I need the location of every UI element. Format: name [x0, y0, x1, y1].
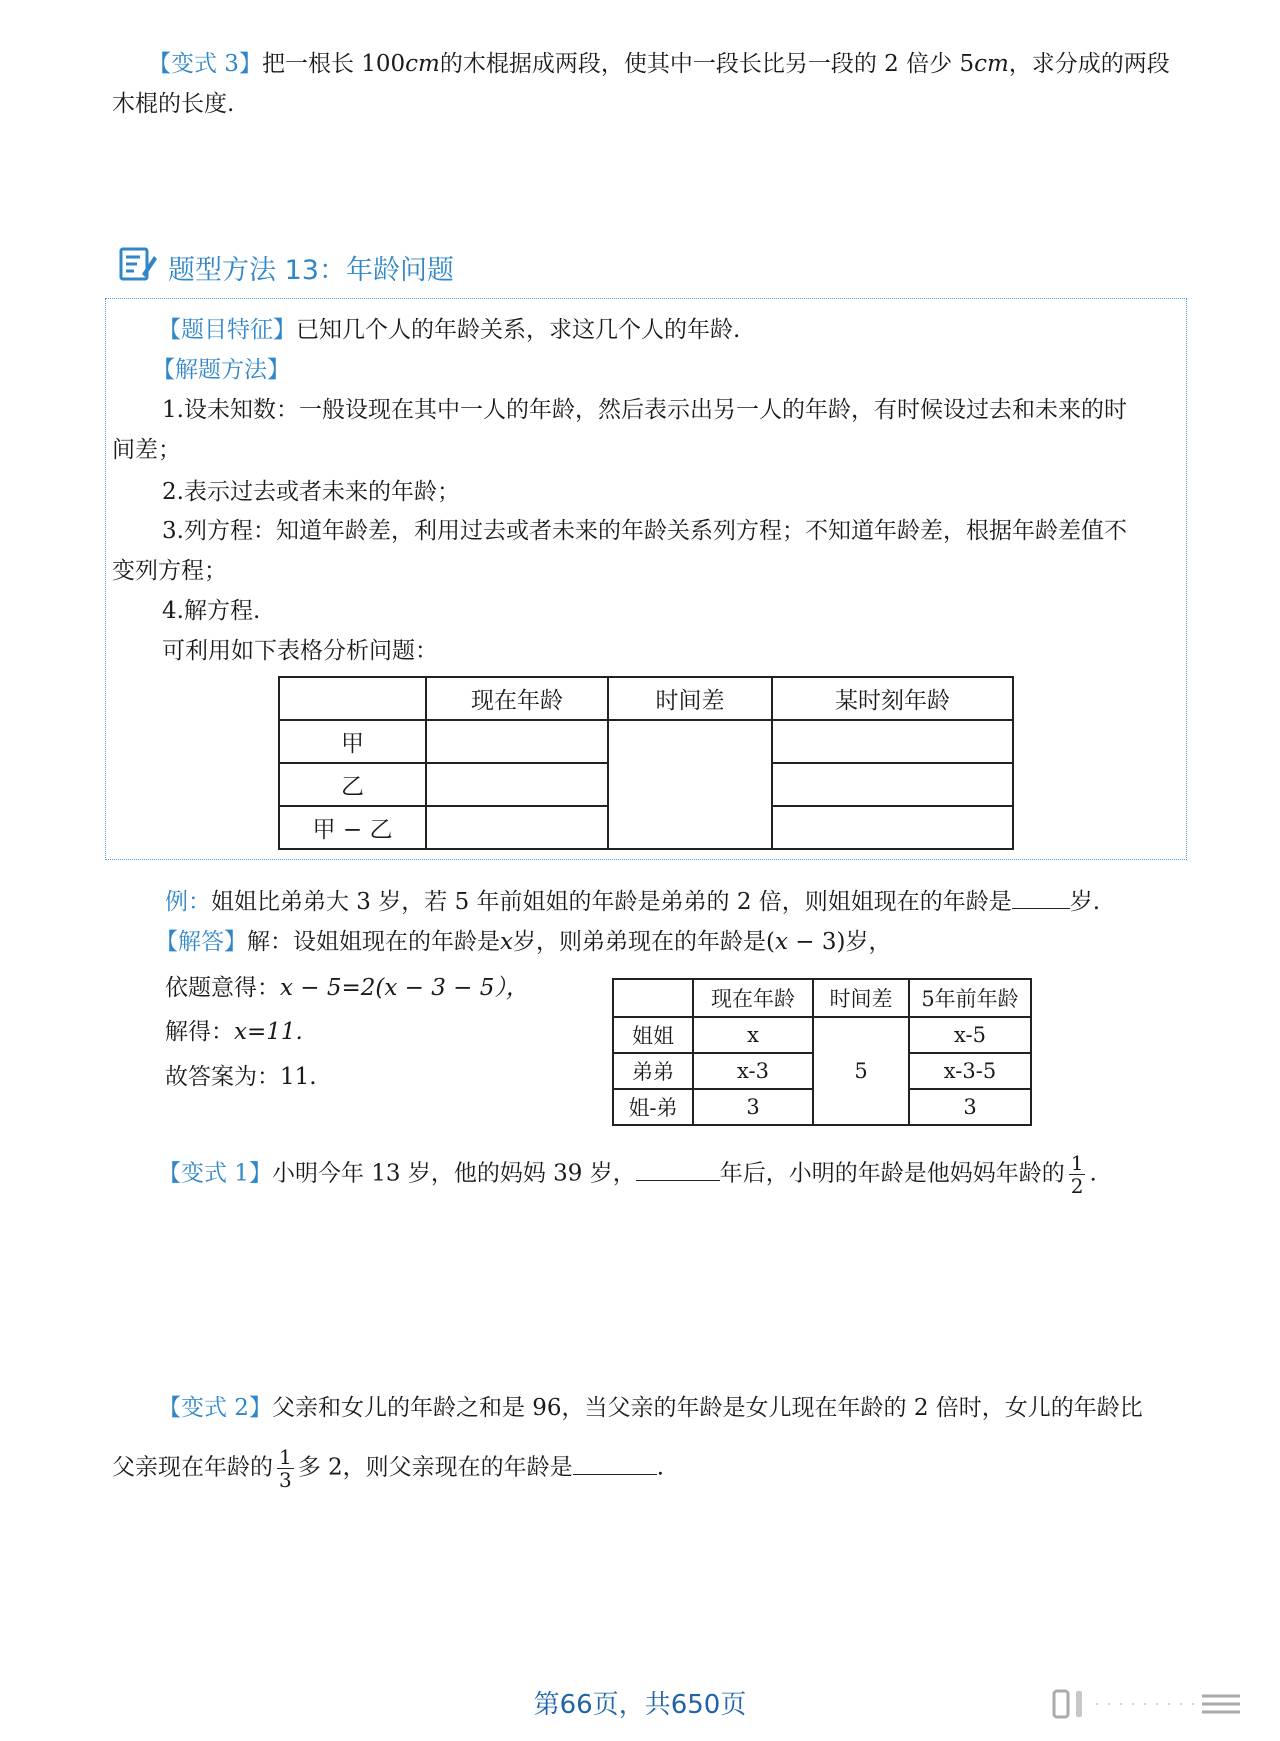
- example-row-past: 3: [909, 1089, 1031, 1125]
- analysis-row-label: 甲 − 乙: [279, 806, 426, 849]
- example-equation: 依题意得：x − 5=2(x − 3 − 5），: [165, 975, 529, 1001]
- example-question: 例：姐姐比弟弟大 3 岁，若 5 年前姐姐的年龄是弟弟的 2 倍，则姐姐现在的年龄是 岁.: [165, 882, 1100, 922]
- page-list-icon[interactable]: [1052, 1688, 1247, 1722]
- example-row-past: x-5: [909, 1017, 1031, 1053]
- example-row-name: 弟弟: [613, 1053, 693, 1089]
- example-header-diff: 时间差: [813, 979, 909, 1017]
- example-row-now: x: [693, 1017, 813, 1053]
- variant2-tag: 【变式 2】: [158, 1395, 272, 1421]
- example-header-now: 现在年龄: [693, 979, 813, 1017]
- analysis-cell: [426, 763, 608, 806]
- example-header-blank: [613, 979, 693, 1017]
- example-final: 故答案为：11.: [165, 1064, 317, 1090]
- example-diff-cell: 5: [813, 1017, 909, 1125]
- variant3-line2: 木棍的长度.: [112, 91, 235, 117]
- step1-line1: 1.设未知数：一般设现在其中一人的年龄，然后表示出另一人的年龄，有时候设过去和未来的时: [162, 397, 1127, 423]
- example-tag: 例：: [165, 889, 211, 915]
- table-intro: 可利用如下表格分析问题：: [162, 638, 438, 664]
- step3-line1: 3.列方程：知道年龄差，利用过去或者未来的年龄关系列方程；不知道年龄差，根据年龄差值不: [162, 518, 1127, 544]
- variant1-blank: [636, 1158, 720, 1181]
- analysis-table: [278, 676, 1014, 850]
- variant1-tag: 【变式 1】: [158, 1160, 272, 1187]
- approach-tag: 【解题方法】: [152, 357, 290, 383]
- example-row-now: 3: [693, 1089, 813, 1125]
- example-row-now: x-3: [693, 1053, 813, 1089]
- page-indicator: 第66页，共650页: [533, 1690, 747, 1720]
- analysis-header-blank: [279, 677, 426, 720]
- analysis-header-diff: 时间差: [608, 677, 772, 720]
- example-table: [612, 978, 1032, 1126]
- analysis-cell: [772, 720, 1013, 763]
- analysis-header-now: 现在年龄: [426, 677, 608, 720]
- variant2-fraction: $\frac{1}{3}$: [279, 1445, 292, 1492]
- analysis-header-moment: 某时刻年龄: [772, 677, 1013, 720]
- section-title: 题型方法 13：年龄问题: [168, 255, 454, 286]
- example-row-past: x-3-5: [909, 1053, 1031, 1089]
- analysis-cell: [426, 720, 608, 763]
- example-header-past: 5年前年龄: [909, 979, 1031, 1017]
- step4-line: 4.解方程.: [162, 598, 261, 624]
- note-edit-icon: [118, 244, 158, 284]
- analysis-row-label: 乙: [279, 763, 426, 806]
- analysis-cell: [426, 806, 608, 849]
- analysis-diff-cell: [608, 720, 772, 849]
- example-blank: [1012, 886, 1070, 909]
- variant2-line1: 【变式 2】父亲和女儿的年龄之和是 96，当父亲的年龄是女儿现在年龄的 2 倍时，女儿的年龄比: [158, 1395, 1143, 1421]
- feature-line: 【题目特征】已知几个人的年龄关系，求这几个人的年龄.: [158, 317, 741, 343]
- example-row-name: 姐姐: [613, 1017, 693, 1053]
- example-solve: 解得：x=11.: [165, 1019, 303, 1045]
- variant3-question: [148, 44, 1188, 84]
- analysis-row-label: 甲: [279, 720, 426, 763]
- example-row-name: 姐-弟: [613, 1089, 693, 1125]
- variant3-tag: 【变式 3】: [148, 51, 262, 77]
- analysis-cell: [772, 806, 1013, 849]
- variant2-line2: 父亲现在年龄的 $\frac{1}{3}$ 多 2，则父亲现在的年龄是 .: [112, 1445, 664, 1492]
- variant1-question: 【变式 1】小明今年 13 岁，他的妈妈 39 岁， 年后，小明的年龄是他妈妈年龄的 $\frac{1}{2}$ .: [158, 1151, 1097, 1198]
- variant2-blank: [573, 1452, 657, 1475]
- step1-line2: 间差；: [112, 437, 181, 463]
- step3-line2: 变列方程；: [112, 558, 227, 584]
- analysis-cell: [772, 763, 1013, 806]
- variant1-fraction: $\frac{1}{2}$: [1070, 1151, 1084, 1198]
- example-answer: 【解答】解：设姐姐现在的年龄是x岁，则弟弟现在的年龄是(x − 3)岁，: [155, 929, 892, 955]
- variant3-line1: 【变式 3】把一根长 100cm的木棍据成两段，使其中一段长比另一段的 2 倍少 5cm，求分成的两段: [148, 51, 1170, 77]
- step2-line: 2.表示过去或者未来的年龄；: [162, 479, 460, 505]
